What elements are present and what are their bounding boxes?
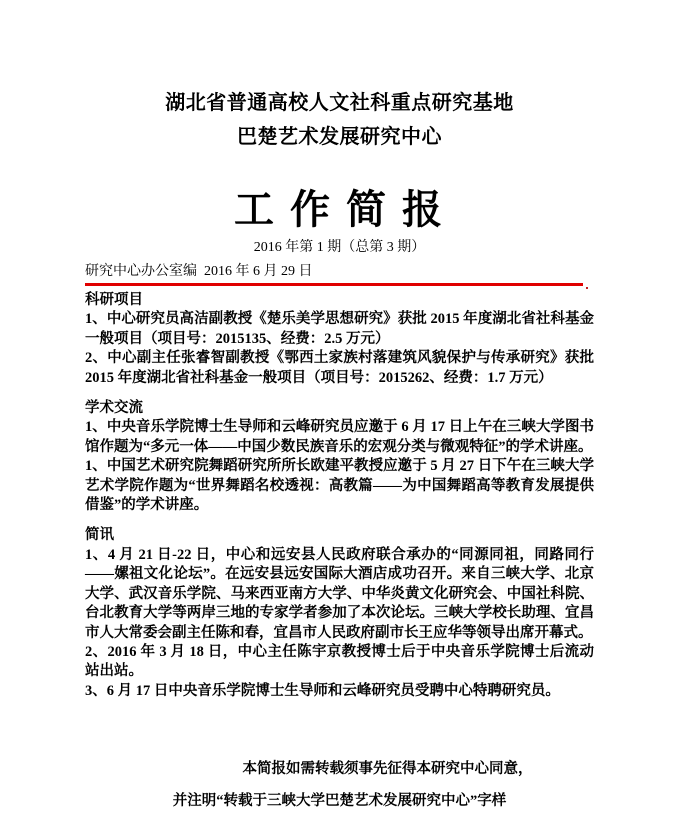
paragraph: 2、2016 年 3 月 18 日，中心主任陈宇京教授博士后于中央音乐学院博士后流动站出站。 <box>85 643 594 680</box>
org-name-line2: 巴楚艺术发展研究中心 <box>237 126 442 148</box>
org-name-line1: 湖北省普通高校人文社科重点研究基地 <box>165 92 514 114</box>
footer-notice-line1: 本简报如需转载须事先征得本研究中心同意， <box>242 761 533 777</box>
section-heading: 学术交流 <box>85 400 143 417</box>
paragraph: 1、中国艺术研究院舞蹈研究所所长欧建平教授应邀于 5 月 27 日下午在三峡大学艺术学院作题为“世界舞蹈名校透视：高教篇——为中国舞蹈高等教育发展提供借鉴”的学术讲座。 <box>85 458 594 514</box>
paragraph: 1、中心研究员高洁副教授《楚乐美学思想研究》获批 2015 年度湖北省社科基金一般项目（项目号：2015135、经费：2.5 万元） <box>85 311 594 347</box>
document-body <box>85 291 594 712</box>
paragraph: 1、中央音乐学院博士生导师和云峰研究员应邀于 6 月 17 日上午在三峡大学图书馆作题为“多元一体——中国少数民族音乐的宏观分类与微观特征”的学术讲座。 <box>85 419 594 455</box>
paragraph: 3、6 月 17 日中央音乐学院博士生导师和云峰研究员受聘中心特聘研究员。 <box>85 682 560 699</box>
section-heading: 科研项目 <box>85 292 143 308</box>
section-heading: 简讯 <box>85 527 114 544</box>
section-academic-exchange <box>85 399 594 515</box>
section-research-projects <box>85 291 594 388</box>
section-brief-news <box>85 526 594 701</box>
paragraph: 2、中心副主任张睿智副教授《鄂西土家族村落建筑风貌保护与传承研究》获批 2015 年度湖北省社科基金一般项目（项目号：2015262、经费：1.7 万元） <box>85 350 594 386</box>
stray-dot <box>586 287 588 289</box>
document-footer <box>0 757 679 810</box>
red-divider-rule <box>85 283 583 286</box>
footer-notice-line2: 并注明“转载于三峡大学巴楚艺术发展研究中心”字样 <box>172 793 507 809</box>
document-title: 工 作 简 报 <box>234 187 445 232</box>
issue-number-line: 2016 年第 1 期（总第 3 期） <box>253 240 426 255</box>
paragraph: 1、4 月 21 日-22 日，中心和远安县人民政府联合承办的“同源同祖，同路同行——嫘祖文化论坛”。在远安县远安国际大酒店成功召开。来自三峡大学、北京大学、武汉音乐学院、马来西亚南方大学、中华炎黄文化研究会、中国社科院、台北教育大学等两岸三地的专家学者参加了本次论坛。三峡大学校长助理、宜昌市人大常委会副主任陈和春，宜昌市人民政府副市长王应华等领导出席开幕式。 <box>85 546 594 641</box>
editor-date-line: 研究中心办公室编 2016 年 6 月 29 日 <box>85 264 313 279</box>
